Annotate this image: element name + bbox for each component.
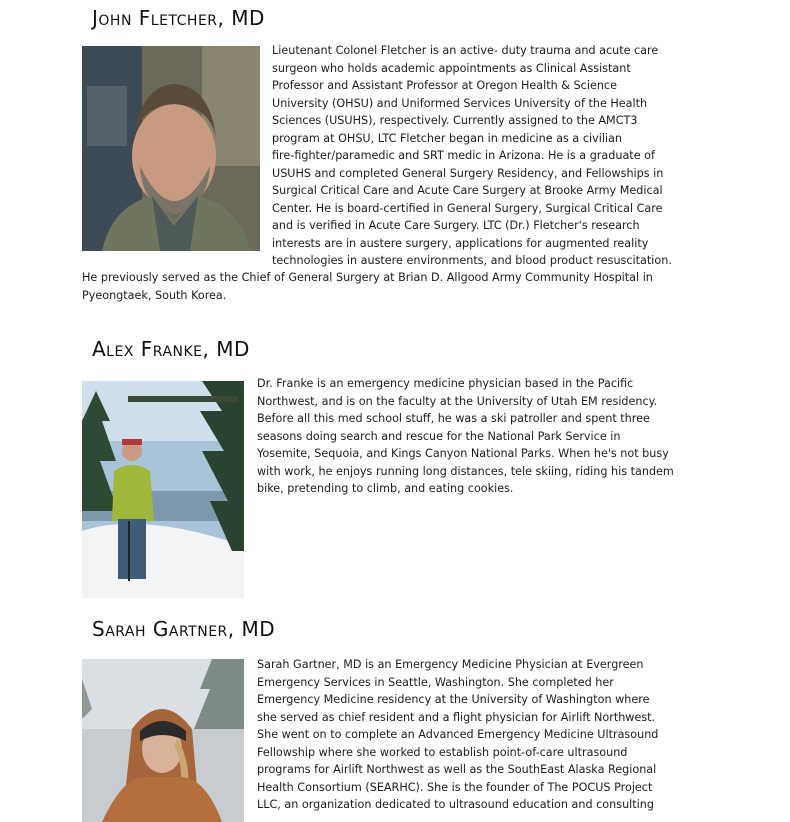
profile-name: Sarah Gartner, MD (92, 617, 276, 641)
profile-photo (82, 659, 244, 822)
bio-line: She went on to complete an Advanced Emergency Medicine Ultrasound (257, 728, 659, 741)
bio-line: USUHS and completed General Surgery Residency, and Fellowships in (272, 166, 664, 180)
bio-line: Emergency Services in Seattle, Washington. She completed her (257, 675, 614, 689)
profile-bio (257, 656, 658, 814)
bio-line: seasons doing search and rescue for the National Park Service in (257, 429, 621, 443)
bio-line: Dr. Franke is an emergency medicine physician based in the Pacific (257, 377, 634, 390)
bio-line: technologies in austere environments, and blood product resuscitation. (272, 254, 672, 267)
profile-bio (272, 42, 672, 270)
bio-line: programs for Airlift Northwest as well as the SouthEast Alaska Regional (257, 763, 657, 776)
bio-line: bike, pretending to climb, and eating cookies. (257, 482, 514, 495)
bio-line: and is verified in Acute Care Surgery. LTC (Dr.) Fletcher's research (272, 219, 640, 232)
bio-line: Emergency Medicine residency at the University of Washington where (257, 693, 650, 706)
bio-line: Health Consortium (SEARHC). She is the founder of The POCUS Project (257, 780, 653, 794)
bio-line: University (OHSU) and Uniformed Services University of the Health (272, 96, 648, 110)
bio-line: LLC, an organization dedicated to ultrasound education and consulting (257, 798, 654, 811)
bio-line: with work, he enjoys running long distances, tele skiing, riding his tandem (257, 464, 674, 478)
bio-line: Yosemite, Sequoia, and Kings Canyon National Parks. When he's not busy (257, 447, 669, 460)
bio-line: Fellowship where she worked to establish point-of-care ultrasound (257, 745, 628, 759)
bio-line: program at OHSU, LTC Fletcher began in medicine as a civilian (272, 131, 622, 145)
profile-photo (82, 46, 260, 251)
bio-line: fire-fighter/paramedic and SRT medic in Arizona. He is a graduate of (272, 149, 655, 162)
bio-line: Before all this med school stuff, he was a ski patroller and spent three (257, 412, 650, 425)
bio-line: Lieutenant Colonel Fletcher is an active- duty trauma and acute care (272, 44, 659, 57)
bio-line: Sciences (USUHS), respectively. Currently assigned to the AMCT3 (272, 114, 638, 127)
profile-photo (82, 381, 244, 598)
bio-line: she served as chief resident and a flight physician for Airlift Northwest. (257, 710, 656, 724)
bio-line: Sarah Gartner, MD is an Emergency Medicine Physician at Evergreen (257, 658, 644, 671)
bio-line: Northwest, and is on the faculty at the University of Utah EM residency. (257, 394, 658, 408)
profile-bio-continued (82, 269, 653, 304)
bio-line: Center. He is board-certified in General Surgery, Surgical Critical Care (272, 201, 663, 215)
bio-line: Surgical Critical Care and Acute Care Surgery at Brooke Army Medical (272, 184, 663, 197)
bio-line: Professor and Assistant Professor at Oregon Health & Science (272, 79, 617, 92)
bio-line: Pyeongtaek, South Korea. (82, 288, 227, 302)
profile-name: Alex Franke, MD (92, 337, 250, 361)
bio-line: interests are in austere surgery, applications for augmented reality (272, 236, 649, 250)
bio-line: surgeon who holds academic appointments as Clinical Assistant (272, 61, 631, 75)
bio-line: He previously served as the Chief of General Surgery at Brian D. Allgood Army Community Hospital in (82, 271, 653, 284)
profile-bio (257, 375, 674, 498)
profile-name: John Fletcher, MD (92, 6, 265, 30)
